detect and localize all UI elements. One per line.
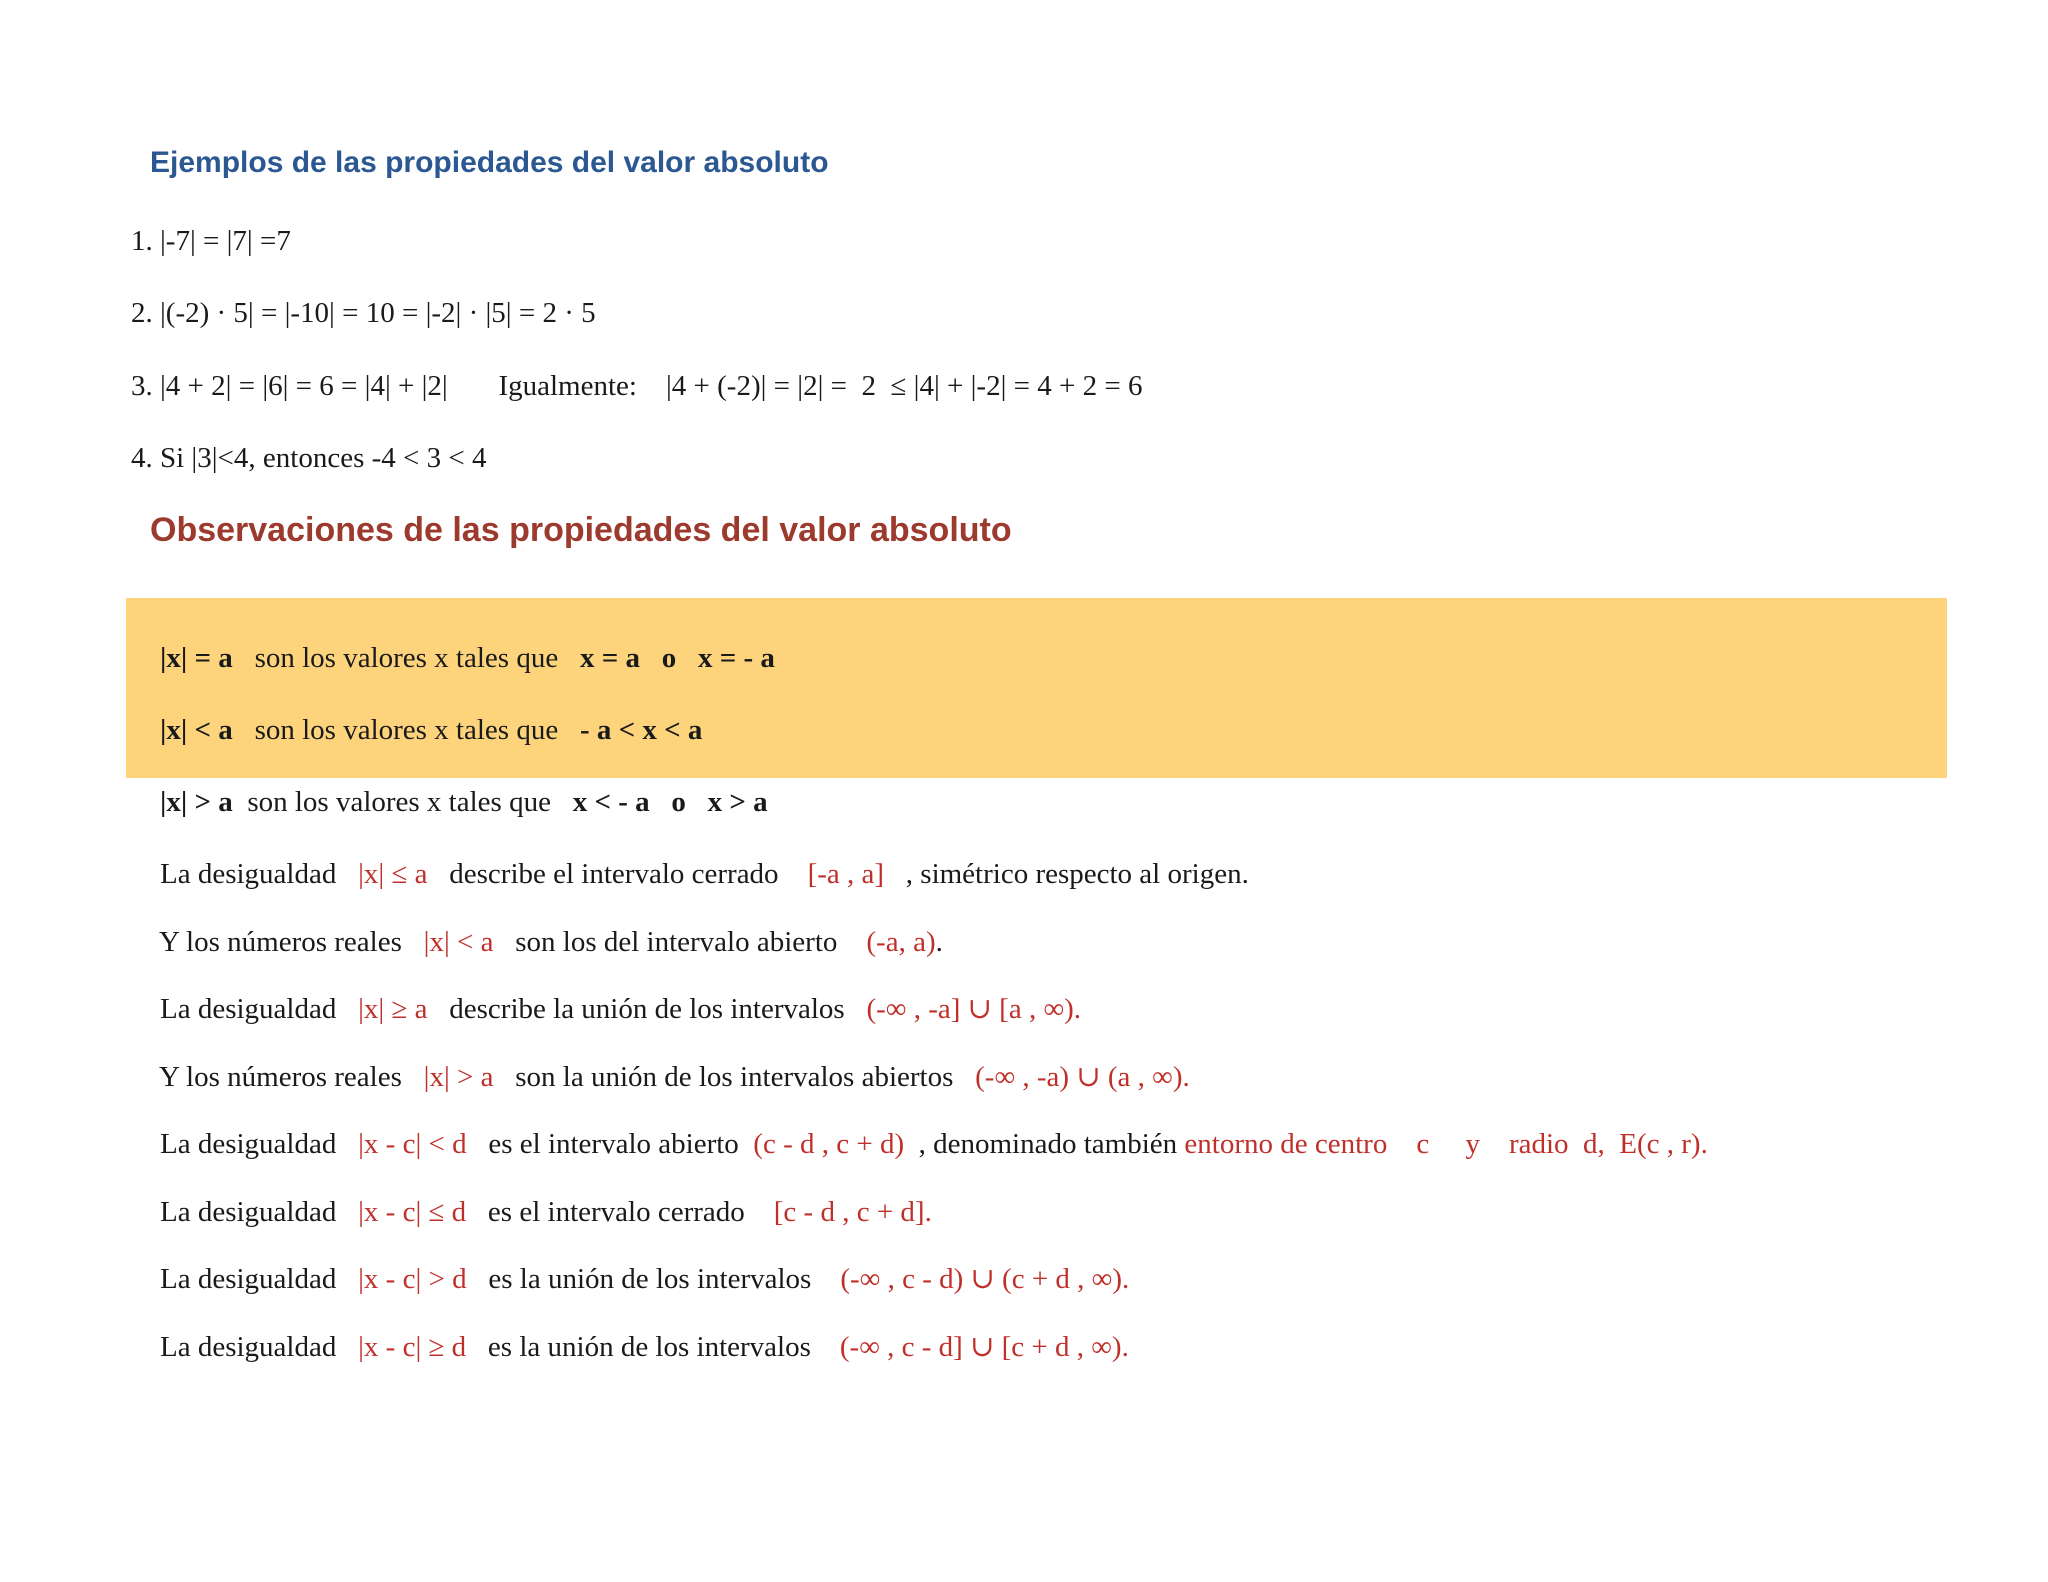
definition-rhs: x < - a o x > a bbox=[572, 786, 768, 818]
property-prefix: La desigualdad bbox=[160, 858, 359, 890]
property-description: es el intervalo cerrado bbox=[466, 1196, 774, 1228]
example-line-3: 3. |4 + 2| = |6| = 6 = |4| + |2| Igualmente: |4 + (-2)| = |2| = 2 ≤ |4| + |-2| = 4 + 2 = 6 bbox=[131, 370, 1143, 402]
property-interval: (-∞ , -a) ∪ (a , ∞). bbox=[975, 1061, 1190, 1093]
property-inequality: |x - c| ≤ d bbox=[358, 1196, 467, 1228]
property-suffix: . bbox=[935, 926, 943, 958]
property-interval: (c - d , c + d) bbox=[753, 1128, 905, 1160]
property-description: son la unión de los intervalos abiertos bbox=[493, 1061, 976, 1093]
property-inequality: |x - c| < d bbox=[358, 1128, 467, 1160]
property-interval: (-a, a) bbox=[866, 926, 936, 958]
definition-mid: son los valores x tales que bbox=[232, 786, 573, 818]
property-inequality: |x| ≤ a bbox=[358, 858, 428, 890]
example-line-4: 4. Si |3|<4, entonces -4 < 3 < 4 bbox=[131, 442, 487, 474]
property-description: describe la unión de los intervalos bbox=[427, 993, 867, 1025]
property-prefix: La desigualdad bbox=[160, 1263, 359, 1295]
property-description: describe el intervalo cerrado bbox=[427, 858, 808, 890]
example-line-1: 1. |-7| = |7| =7 bbox=[131, 225, 291, 257]
property-line bbox=[131, 1084, 1708, 1160]
property-prefix: La desigualdad bbox=[160, 1196, 359, 1228]
property-interval: (-∞ , c - d] ∪ [c + d , ∞). bbox=[839, 1331, 1129, 1363]
property-interval: (-∞ , -a] ∪ [a , ∞). bbox=[866, 993, 1082, 1025]
property-suffix: , denominado también bbox=[904, 1128, 1185, 1160]
property-description: son los del intervalo abierto bbox=[493, 926, 867, 958]
property-line bbox=[131, 1152, 932, 1228]
property-interval: (-∞ , c - d) ∪ (c + d , ∞). bbox=[840, 1263, 1130, 1295]
observations-heading: Observaciones de las propiedades del valor absoluto bbox=[150, 511, 1012, 549]
property-inequality: |x - c| > d bbox=[358, 1263, 467, 1295]
property-inequality: |x| ≥ a bbox=[358, 993, 428, 1025]
property-prefix: La desigualdad bbox=[160, 1128, 359, 1160]
property-line bbox=[131, 814, 1249, 890]
property-prefix: Y los números reales bbox=[158, 1061, 424, 1093]
definition-lhs: |x| = a bbox=[160, 642, 233, 674]
property-line bbox=[131, 1017, 1190, 1093]
property-prefix: Y los números reales bbox=[158, 926, 424, 958]
property-inequality: |x| < a bbox=[423, 926, 494, 958]
definition-mid: son los valores x tales que bbox=[232, 714, 580, 746]
property-interval: [-a , a] bbox=[807, 858, 885, 890]
definition-row bbox=[131, 598, 775, 674]
property-extra: entorno de centro c y radio d, E(c , r). bbox=[1184, 1128, 1708, 1160]
property-description: es la unión de los intervalos bbox=[466, 1331, 840, 1363]
examples-heading: Ejemplos de las propiedades del valor absoluto bbox=[150, 146, 829, 179]
example-line-2: 2. |(-2) · 5| = |-10| = 10 = |-2| · |5| = 2 · 5 bbox=[131, 297, 596, 329]
property-prefix: La desigualdad bbox=[160, 1331, 359, 1363]
definition-lhs: |x| > a bbox=[160, 786, 233, 818]
property-prefix: La desigualdad bbox=[160, 993, 359, 1025]
definition-lhs: |x| < a bbox=[160, 714, 233, 746]
definition-rhs: x = a o x = - a bbox=[579, 642, 775, 674]
property-line bbox=[131, 1287, 1129, 1363]
property-description: es la unión de los intervalos bbox=[466, 1263, 841, 1295]
property-description: es el intervalo abierto bbox=[466, 1128, 754, 1160]
property-line bbox=[131, 1219, 1130, 1295]
property-interval: [c - d , c + d]. bbox=[773, 1196, 932, 1228]
property-line bbox=[131, 882, 943, 958]
definition-rhs: - a < x < a bbox=[579, 714, 703, 746]
property-line bbox=[131, 949, 1082, 1025]
property-inequality: |x - c| ≥ d bbox=[358, 1331, 467, 1363]
property-inequality: |x| > a bbox=[423, 1061, 494, 1093]
definition-mid: son los valores x tales que bbox=[232, 642, 580, 674]
definition-row bbox=[131, 742, 768, 818]
property-suffix: , simétrico respecto al origen. bbox=[884, 858, 1249, 890]
definition-row bbox=[131, 670, 703, 746]
